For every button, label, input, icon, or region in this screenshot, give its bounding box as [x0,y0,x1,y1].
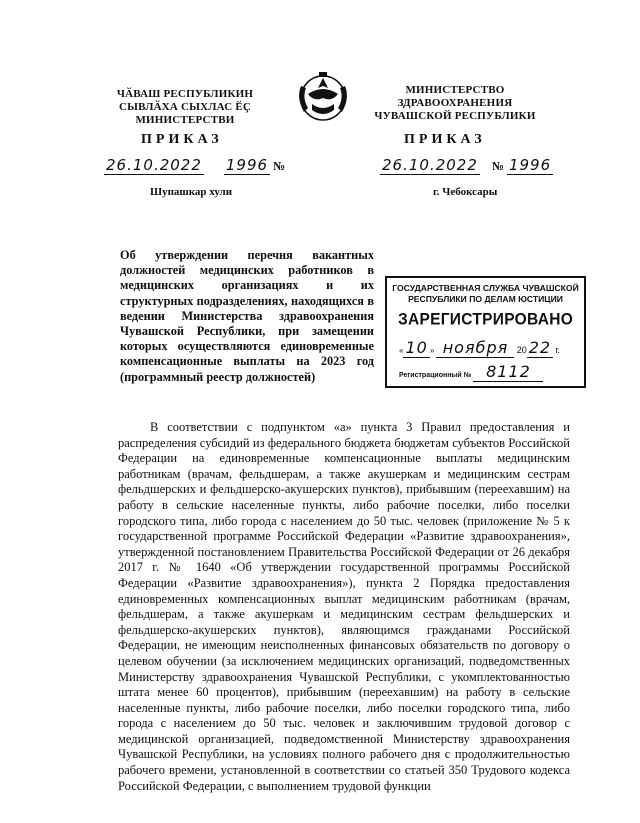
header-right [370,84,540,123]
place-left: Шупашкар хули [150,186,233,198]
date-line-left [104,156,285,175]
stamp-month: ноября [436,338,514,358]
stamp-date: « 10 » ноября 20 22 г. [399,338,561,357]
stamp-year-unit: г. [555,345,561,355]
body-paragraph: В соответствии с подпунктом «а» пункта 3 Правил предоставления и распределения субсидий из федерального бюджета бюджетам субъектов Российской Федерации на единовременные компенсационные выплаты медицинским работникам (врачам, фельдшерам, а также акушеркам и медицинским сестрам фельдшерских и фельдшерско-акушерских пунктов), прибывшим (переехавшим) на работу в сельские населенные пункты, либо рабочие поселки, либо поселки городского типа, либо города с населением до 50 тыс. человек (приложение № 5 к государственной программе Российской Федерации «Развитие здравоохранения», утвержденной постановлением Правительства Российской Федерации от 26 декабря 2017 г. № 1640 «Об утверждении государственной программы Российской Федерации «Развитие здравоохранения»), пункта 2 Порядка предоставления единовременных компенсационных выплат медицинским работникам (врачам, фельдшерам, а также акушеркам и медицинским сестрам фельдшерских и фельдшерско-акушерских пунктов), являющимся гражданами Российской Федерации, не имеющим неисполненных финансовых обязательств по договору о целевом обучении (за исключением медицинских организаций, подведомственных Министерству здравоохранения Чувашской Республики, с укомплектованностью штата менее 60 процентов), прибывшим (переехавшим) на работу в сельские населенные пункты, либо рабочие поселки, либо поселки городского типа, либо города с населением до 50 тыс. человек и заключившим трудовой договор с медицинской организацией, подведомственной Министерству здравоохранения Чувашской Республики, на условиях полного рабочего дня с продолжительностью рабочего времени, установленной в соответствии со статьей 350 Трудового кодекса Российской Федерации, с выполнением трудовой функции [118,420,570,793]
header-right-line2: ЗДРАВООХРАНЕНИЯ [397,97,513,109]
stamp-agency-line1: ГОСУДАРСТВЕННАЯ СЛУЖБА ЧУВАШСКОЙ [392,283,579,293]
coat-of-arms-icon [292,64,354,126]
document-title: Об утверждении перечня вакантных должностей медицинских работников в медицинских организациях и их структурных подразделениях, находящихся в ведении Министерства здравоохранения Чувашской Республики, при замещении которых осуществляются единовременные компенсационные выплаты на 2023 год (программный реестр должностей) [120,248,374,384]
stamp-agency [387,283,584,305]
header-left-line2: СЫВЛӐХА СЫХЛАС ӖҪ [118,101,252,113]
order-title-right: ПРИКАЗ [404,132,486,147]
order-date-left: 26.10.2022 [106,156,202,174]
header-right-line3: ЧУВАШСКОЙ РЕСПУБЛИКИ [374,110,536,122]
order-number-left: 1996 [225,156,269,174]
order-date-right: 26.10.2022 [382,156,478,174]
stamp-reg-number-row [399,362,579,382]
header-right-line1: МИНИСТЕРСТВО [405,84,505,96]
stamp-reg-number: 8112 [473,362,543,382]
place-right: г. Чебоксары [433,186,498,198]
stamp-registered: ЗАРЕГИСТРИРОВАНО [397,310,574,329]
header-left-line3: МИНИСТЕРСТВИ [135,114,235,126]
stamp-agency-line2: РЕСПУБЛИКИ ПО ДЕЛАМ ЮСТИЦИИ [408,294,563,304]
registration-stamp [385,276,586,388]
order-title-left: ПРИКАЗ [141,132,223,147]
body-text [118,420,570,794]
order-number-right: 1996 [508,156,552,174]
stamp-year-suffix: 22 [528,338,552,357]
date-line-right [380,156,553,175]
header-left [100,88,270,127]
number-sign-right: № [491,159,504,173]
header-left-line1: ЧӐВАШ РЕСПУБЛИКИН [116,88,254,100]
stamp-day: 10 [405,338,428,357]
stamp-year-prefix: 20 [516,345,527,355]
number-sign-left: № [273,159,286,173]
stamp-reg-label: Регистрационный № [399,372,472,379]
